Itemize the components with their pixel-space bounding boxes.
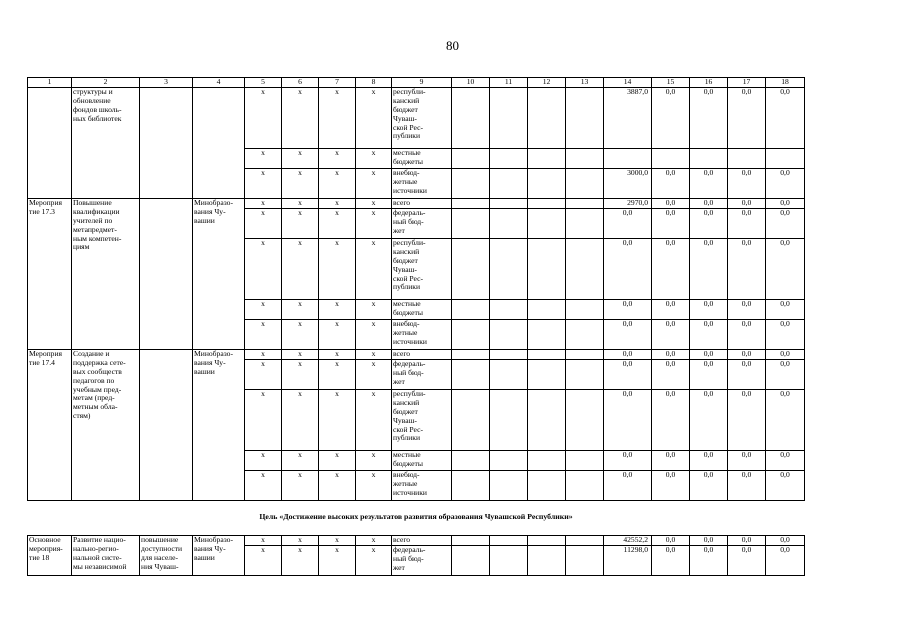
code-mark-cell: x: [356, 208, 392, 238]
funding-source-cell: республи- канский бюджет Чуваш- ской Рес- публики: [392, 389, 452, 450]
event-name-cell: Развитие нацио- нально-регио- нальной систе- мы независимой: [72, 535, 140, 575]
amount-cell: 2970,0: [604, 198, 652, 208]
code-mark-cell: x: [356, 470, 392, 500]
code-mark-cell: x: [319, 349, 356, 359]
code-mark-cell: x: [319, 148, 356, 168]
code-mark-cell: x: [282, 545, 319, 575]
amount-cell: 0,0: [604, 450, 652, 470]
amount-cell: 3000,0: [604, 168, 652, 198]
amount-cell: 0,0: [728, 359, 766, 389]
empty-cell: [566, 545, 604, 575]
goal-row: [28, 500, 805, 535]
empty-cell: [452, 238, 490, 299]
empty-cell: [452, 359, 490, 389]
empty-cell: [452, 389, 490, 450]
funding-source-cell: внебюд- жетные источники: [392, 168, 452, 198]
funding-source-cell: федераль- ный бюд- жет: [392, 359, 452, 389]
empty-cell: [528, 359, 566, 389]
amount-cell: 0,0: [604, 389, 652, 450]
empty-cell: [528, 450, 566, 470]
empty-cell: [566, 349, 604, 359]
amount-cell: 0,0: [652, 389, 690, 450]
code-mark-cell: x: [245, 545, 282, 575]
amount-cell: 0,0: [652, 87, 690, 148]
funding-source-cell: федераль- ный бюд- жет: [392, 208, 452, 238]
empty-cell: [452, 470, 490, 500]
amount-cell: 0,0: [728, 299, 766, 319]
amount-cell: 0,0: [690, 359, 728, 389]
code-mark-cell: x: [356, 349, 392, 359]
empty-cell: [490, 168, 528, 198]
empty-cell: [566, 198, 604, 208]
empty-cell: [566, 87, 604, 148]
column-number-row: [28, 78, 805, 88]
funding-source-cell: внебюд- жетные источники: [392, 319, 452, 349]
event-name-cell: структуры и обновление фондов школь- ных библиотек: [72, 87, 140, 198]
code-mark-cell: x: [319, 470, 356, 500]
amount-cell: 0,0: [604, 238, 652, 299]
amount-cell: [690, 148, 728, 168]
goal-heading: Цель «Достижение высоких результатов развития образования Чувашской Республики»: [28, 500, 805, 535]
empty-cell: [566, 470, 604, 500]
empty-cell: [566, 148, 604, 168]
col-header: 5: [245, 78, 282, 88]
col-header: 13: [566, 78, 604, 88]
empty-cell: [452, 299, 490, 319]
amount-cell: [766, 148, 805, 168]
code-mark-cell: x: [282, 238, 319, 299]
empty-cell: [452, 349, 490, 359]
code-mark-cell: x: [319, 198, 356, 208]
amount-cell: 0,0: [690, 87, 728, 148]
amount-cell: 3887,0: [604, 87, 652, 148]
amount-cell: 0,0: [728, 470, 766, 500]
funding-source-cell: республи- канский бюджет Чуваш- ской Рес- публики: [392, 238, 452, 299]
empty-cell: [528, 168, 566, 198]
empty-cell: [490, 470, 528, 500]
empty-cell: [528, 208, 566, 238]
code-mark-cell: x: [319, 87, 356, 148]
empty-cell: [528, 545, 566, 575]
empty-cell: [528, 535, 566, 545]
amount-cell: [652, 148, 690, 168]
amount-cell: 0,0: [652, 470, 690, 500]
col-header: 9: [392, 78, 452, 88]
empty-cell: [528, 389, 566, 450]
empty-cell: [528, 238, 566, 299]
code-mark-cell: x: [245, 168, 282, 198]
amount-cell: 0,0: [690, 299, 728, 319]
code-mark-cell: x: [319, 299, 356, 319]
col-header: 11: [490, 78, 528, 88]
amount-cell: 0,0: [728, 349, 766, 359]
code-mark-cell: x: [282, 349, 319, 359]
event-name-cell: Повышение квалификации учителей по метапредмет- ным компетен- циям: [72, 198, 140, 349]
amount-cell: 0,0: [766, 87, 805, 148]
code-mark-cell: x: [356, 319, 392, 349]
executor-cell: Минобразо- вания Чу- вашии: [193, 349, 245, 500]
code-mark-cell: x: [245, 319, 282, 349]
empty-cell: [452, 535, 490, 545]
amount-cell: 0,0: [652, 319, 690, 349]
empty-cell: [490, 238, 528, 299]
code-mark-cell: x: [282, 389, 319, 450]
code-mark-cell: x: [282, 535, 319, 545]
executor-cell: Минобразо- вания Чу- вашии: [193, 198, 245, 349]
col-header: 18: [766, 78, 805, 88]
code-mark-cell: x: [245, 349, 282, 359]
code-mark-cell: x: [282, 198, 319, 208]
budget-table: [27, 77, 805, 576]
amount-cell: 0,0: [604, 208, 652, 238]
code-mark-cell: x: [282, 359, 319, 389]
empty-cell: [490, 389, 528, 450]
col-header: 2: [72, 78, 140, 88]
code-mark-cell: x: [245, 148, 282, 168]
empty-cell: [490, 359, 528, 389]
amount-cell: 0,0: [766, 389, 805, 450]
amount-cell: 42552,2: [604, 535, 652, 545]
code-mark-cell: x: [356, 450, 392, 470]
code-mark-cell: x: [319, 545, 356, 575]
amount-cell: 0,0: [652, 450, 690, 470]
code-mark-cell: x: [319, 208, 356, 238]
amount-cell: [604, 148, 652, 168]
empty-cell: [528, 319, 566, 349]
funding-source-cell: внебюд- жетные источники: [392, 470, 452, 500]
amount-cell: 0,0: [728, 238, 766, 299]
code-mark-cell: x: [319, 319, 356, 349]
code-mark-cell: x: [245, 87, 282, 148]
col-header: 16: [690, 78, 728, 88]
empty-cell: [566, 389, 604, 450]
amount-cell: 0,0: [690, 349, 728, 359]
amount-cell: 0,0: [766, 349, 805, 359]
empty-cell: [490, 208, 528, 238]
amount-cell: 0,0: [604, 299, 652, 319]
funding-source-cell: федераль- ный бюд- жет: [392, 545, 452, 575]
amount-cell: 0,0: [728, 545, 766, 575]
code-mark-cell: x: [356, 238, 392, 299]
amount-cell: 0,0: [766, 299, 805, 319]
empty-cell: [528, 87, 566, 148]
empty-cell: [566, 208, 604, 238]
amount-cell: 11298,0: [604, 545, 652, 575]
code-mark-cell: x: [319, 238, 356, 299]
col-header: 7: [319, 78, 356, 88]
amount-cell: 0,0: [766, 238, 805, 299]
amount-cell: 0,0: [766, 450, 805, 470]
code-mark-cell: x: [245, 359, 282, 389]
amount-cell: 0,0: [728, 389, 766, 450]
code-mark-cell: x: [282, 299, 319, 319]
col-header: 15: [652, 78, 690, 88]
amount-cell: 0,0: [652, 349, 690, 359]
code-mark-cell: x: [245, 470, 282, 500]
amount-cell: 0,0: [690, 208, 728, 238]
amount-cell: 0,0: [690, 535, 728, 545]
empty-cell: [566, 535, 604, 545]
empty-cell: [452, 168, 490, 198]
funding-source-cell: республи- канский бюджет Чуваш- ской Рес- публики: [392, 87, 452, 148]
empty-cell: [452, 198, 490, 208]
empty-cell: [452, 450, 490, 470]
amount-cell: 0,0: [728, 168, 766, 198]
amount-cell: 0,0: [766, 359, 805, 389]
code-mark-cell: x: [245, 208, 282, 238]
code-mark-cell: x: [282, 470, 319, 500]
event-name-cell: Создание и поддержка сете- вых сообществ педагогов по учебным пред- метам (пред- метным обла- стям): [72, 349, 140, 500]
code-mark-cell: x: [356, 299, 392, 319]
empty-cell: [528, 148, 566, 168]
code-mark-cell: x: [319, 535, 356, 545]
empty-cell: [490, 299, 528, 319]
executor-cell: Минобразо- вания Чу- вашии: [193, 535, 245, 575]
funding-source-cell: всего: [392, 349, 452, 359]
table-row: [28, 349, 805, 359]
amount-cell: 0,0: [652, 299, 690, 319]
amount-cell: 0,0: [690, 545, 728, 575]
empty-cell: [566, 359, 604, 389]
col-header: 1: [28, 78, 72, 88]
code-mark-cell: x: [245, 389, 282, 450]
amount-cell: 0,0: [728, 208, 766, 238]
empty-cell: [566, 168, 604, 198]
amount-cell: 0,0: [652, 198, 690, 208]
executor-cell: [193, 87, 245, 198]
page-number: 80: [446, 38, 459, 53]
amount-cell: 0,0: [728, 450, 766, 470]
amount-cell: 0,0: [652, 535, 690, 545]
event-code-cell: Основное мероприя- тие 18: [28, 535, 72, 575]
code-mark-cell: x: [282, 319, 319, 349]
amount-cell: 0,0: [766, 545, 805, 575]
empty-cell: [452, 87, 490, 148]
amount-cell: 0,0: [766, 535, 805, 545]
amount-cell: [728, 148, 766, 168]
empty-cell: [528, 349, 566, 359]
event-code-cell: [28, 87, 72, 198]
goal-indicator-cell: повышение доступности для населе- ния Чуваш-: [140, 535, 193, 575]
event-code-cell: Мероприя тие 17.4: [28, 349, 72, 500]
amount-cell: 0,0: [690, 319, 728, 349]
col-header: 17: [728, 78, 766, 88]
amount-cell: 0,0: [728, 198, 766, 208]
funding-source-cell: всего: [392, 198, 452, 208]
amount-cell: 0,0: [604, 470, 652, 500]
funding-source-cell: всего: [392, 535, 452, 545]
empty-cell: [490, 535, 528, 545]
table-row: [28, 87, 805, 148]
empty-cell: [528, 299, 566, 319]
amount-cell: 0,0: [604, 359, 652, 389]
empty-cell: [566, 238, 604, 299]
amount-cell: 0,0: [766, 208, 805, 238]
code-mark-cell: x: [319, 450, 356, 470]
empty-cell: [528, 198, 566, 208]
amount-cell: 0,0: [652, 545, 690, 575]
col-header: 12: [528, 78, 566, 88]
amount-cell: 0,0: [728, 87, 766, 148]
code-mark-cell: x: [282, 450, 319, 470]
amount-cell: 0,0: [690, 470, 728, 500]
amount-cell: 0,0: [690, 168, 728, 198]
empty-cell: [528, 470, 566, 500]
col-header: 3: [140, 78, 193, 88]
col-header: 8: [356, 78, 392, 88]
empty-cell: [490, 87, 528, 148]
col-header: 14: [604, 78, 652, 88]
funding-source-cell: местные бюджеты: [392, 148, 452, 168]
code-mark-cell: x: [319, 359, 356, 389]
empty-cell: [490, 450, 528, 470]
amount-cell: 0,0: [652, 238, 690, 299]
code-mark-cell: x: [356, 359, 392, 389]
goal-indicator-cell: [140, 349, 193, 500]
empty-cell: [490, 319, 528, 349]
empty-cell: [490, 545, 528, 575]
code-mark-cell: x: [245, 535, 282, 545]
col-header: 10: [452, 78, 490, 88]
amount-cell: 0,0: [690, 389, 728, 450]
empty-cell: [490, 198, 528, 208]
code-mark-cell: x: [282, 168, 319, 198]
code-mark-cell: x: [356, 535, 392, 545]
goal-indicator-cell: [140, 87, 193, 198]
code-mark-cell: x: [356, 148, 392, 168]
amount-cell: 0,0: [604, 319, 652, 349]
col-header: 4: [193, 78, 245, 88]
code-mark-cell: x: [356, 198, 392, 208]
code-mark-cell: x: [282, 208, 319, 238]
amount-cell: 0,0: [690, 198, 728, 208]
empty-cell: [566, 450, 604, 470]
amount-cell: 0,0: [766, 168, 805, 198]
table-row: [28, 535, 805, 545]
code-mark-cell: x: [282, 148, 319, 168]
table-row: [28, 198, 805, 208]
code-mark-cell: x: [282, 87, 319, 148]
empty-cell: [490, 148, 528, 168]
amount-cell: 0,0: [766, 319, 805, 349]
code-mark-cell: x: [319, 168, 356, 198]
code-mark-cell: x: [319, 389, 356, 450]
code-mark-cell: x: [245, 198, 282, 208]
amount-cell: 0,0: [652, 208, 690, 238]
amount-cell: 0,0: [652, 359, 690, 389]
funding-source-cell: местные бюджеты: [392, 450, 452, 470]
amount-cell: 0,0: [690, 450, 728, 470]
goal-indicator-cell: [140, 198, 193, 349]
amount-cell: 0,0: [766, 470, 805, 500]
empty-cell: [452, 319, 490, 349]
col-header: 6: [282, 78, 319, 88]
empty-cell: [490, 349, 528, 359]
amount-cell: 0,0: [766, 198, 805, 208]
code-mark-cell: x: [245, 238, 282, 299]
amount-cell: 0,0: [604, 349, 652, 359]
code-mark-cell: x: [245, 299, 282, 319]
amount-cell: 0,0: [652, 168, 690, 198]
amount-cell: 0,0: [728, 319, 766, 349]
code-mark-cell: x: [356, 389, 392, 450]
funding-source-cell: местные бюджеты: [392, 299, 452, 319]
empty-cell: [452, 208, 490, 238]
amount-cell: 0,0: [690, 238, 728, 299]
code-mark-cell: x: [356, 545, 392, 575]
code-mark-cell: x: [245, 450, 282, 470]
code-mark-cell: x: [356, 168, 392, 198]
code-mark-cell: x: [356, 87, 392, 148]
empty-cell: [566, 299, 604, 319]
empty-cell: [452, 545, 490, 575]
event-code-cell: Мероприя тие 17.3: [28, 198, 72, 349]
amount-cell: 0,0: [728, 535, 766, 545]
empty-cell: [566, 319, 604, 349]
empty-cell: [452, 148, 490, 168]
